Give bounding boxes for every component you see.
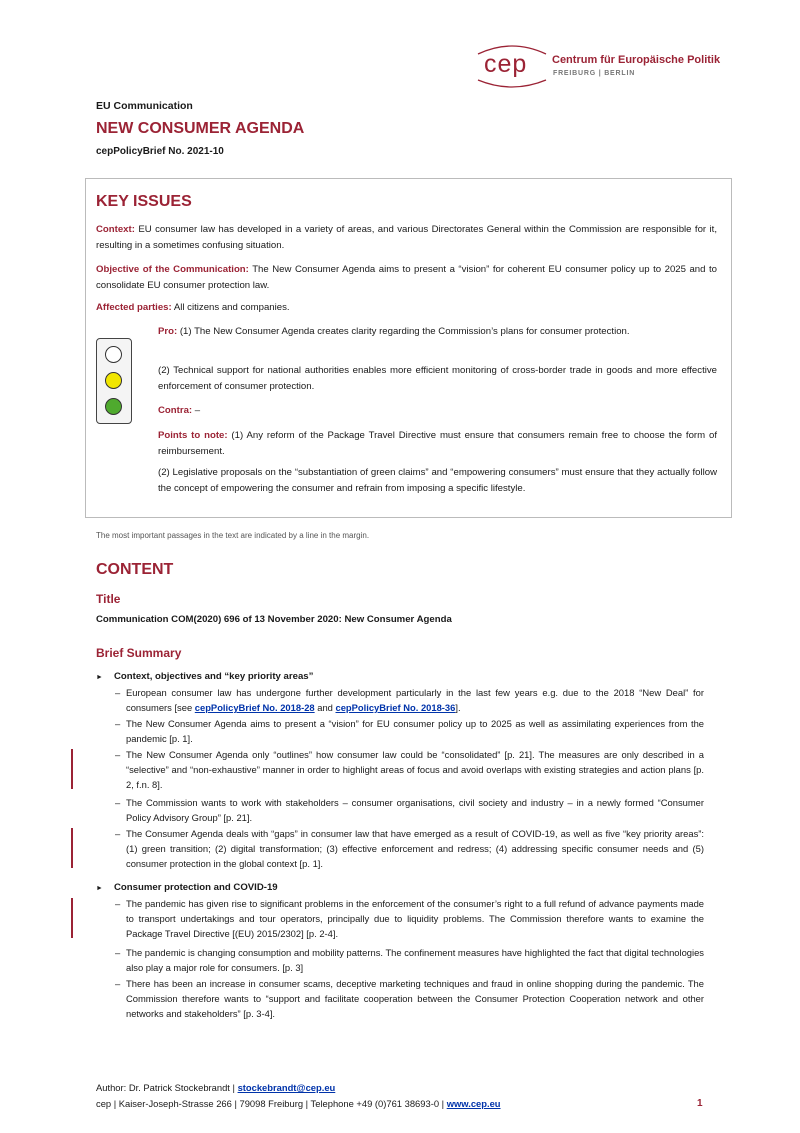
traffic-light-icon xyxy=(96,338,132,424)
margin-mark xyxy=(71,898,73,938)
contra-text: – xyxy=(192,405,201,416)
contra-paragraph xyxy=(158,403,717,419)
affected-text: All citizens and companies. xyxy=(171,302,290,313)
margin-note: The most important passages in the text are indicated by a line in the margin. xyxy=(96,531,370,540)
logo-location: FREIBURG | BERLIN xyxy=(553,70,636,77)
bullet-context-label: Context, objectives and “key priority areas” xyxy=(114,671,314,682)
list-item: – European consumer law has undergone further development particularly in the last few years e.g. due to the 2018 “New Deal” for consumers [see cepPolicyBrief No. 2018-28 and cepPolicyBrief No. 2018-36]. xyxy=(115,687,704,714)
item-text: European consumer law has undergone further development particularly in the last few years e.g. due to the 2018 “New Deal” for consumers [see xyxy=(126,687,704,714)
page-number: 1 xyxy=(697,1098,703,1109)
footer-author xyxy=(96,1082,335,1093)
item-text: The Commission wants to work with stakeholders – consumer organisations, civil society and industry – in a newly formed “Consumer Policy Advisory Group” [p. 21]. xyxy=(126,797,704,824)
affected-paragraph xyxy=(96,300,717,316)
list-item: – The Consumer Agenda deals with “gaps” in consumer law that have emerged as a result of COVID-19, as well as five “key priority areas”: (1) green transition; (2) digital transformation; (3) effective enforcement and redress; (4) addressing specific consumer needs and (5) consumer protection in the global context [p. 1]. xyxy=(115,826,704,872)
objective-text: The New Consumer Agenda aims to present a “vision” for coherent EU consumer policy up to 2025 and to consolidate EU consumer protection law. xyxy=(96,264,717,291)
bullet-covid-title xyxy=(96,882,278,893)
points-paragraph-1 xyxy=(158,428,717,459)
points-text-1: (1) Any reform of the Package Travel Directive must ensure that consumers remain free to choose the form of reimbursement. xyxy=(158,430,717,457)
list-item: – The New Consumer Agenda only “outlines” how consumer law could be “consolidated” [p. 21]. The measures are only described in a “selective” and “non-exhaustive” manner in order to highlight areas of focus and avoid overlaps with existing strategies and action plans [p. 2, f.n. 8]. xyxy=(115,747,704,793)
title-heading: Title xyxy=(96,592,121,606)
list-item: – The pandemic has given rise to significant problems in the enforcement of the consumer’s right to a full refund of advance payments made to transport undertakings and tour operators, principally due to liquidity problems. The Commission therefore wants to examine the Package Travel Directive [(EU) 2015/2302] [p. 2-4]. xyxy=(115,896,704,942)
objective-paragraph xyxy=(96,262,717,293)
context-paragraph xyxy=(96,222,717,253)
context-text: EU consumer law has developed in a variety of areas, and various Directorates General within the Commission are responsible for it, resulting in a sometimes confusing situation. xyxy=(96,224,717,251)
list-item: – The Commission wants to work with stakeholders – consumer organisations, civil society and industry – in a newly formed “Consumer Policy Advisory Group” [p. 21]. xyxy=(115,795,704,825)
item-text: The pandemic has given rise to significant problems in the enforcement of the consumer’s right to a full refund of advance payments made to transport undertakings and tour operators, principally due to liquidity problems. The Commission therefore wants to examine the Package Travel Directive [(EU) 2015/2302] [p. 2-4]. xyxy=(126,898,704,940)
summary-heading: Brief Summary xyxy=(96,646,182,660)
item-text: The New Consumer Agenda only “outlines” how consumer law could be “consolidated” [p. 21]. The measures are only described in a “selective” and “non-exhaustive” manner in order to highlight areas of focus and avoid overlaps with existing strategies and action plans [p. 2, f.n. 8]. xyxy=(126,749,704,791)
title-text: Communication COM(2020) 696 of 13 November 2020: New Consumer Agenda xyxy=(96,614,452,625)
bullet-covid-label: Consumer protection and COVID-19 xyxy=(114,882,278,893)
points-paragraph-2: (2) Legislative proposals on the “substantiation of green claims” and “empowering consumers” must ensure that they actually follow the concept of empowering the consumer and refrain from imposing a specific lifestyle. xyxy=(158,467,717,494)
bullet-context-title xyxy=(96,671,313,682)
cep-logo xyxy=(472,42,742,88)
footer-address xyxy=(96,1098,501,1109)
pro-label: Pro: xyxy=(158,326,178,337)
context-label: Context: xyxy=(96,224,135,235)
document-number: cepPolicyBrief No. 2021-10 xyxy=(96,146,224,157)
author-email-link[interactable]: stockebrandt@cep.eu xyxy=(237,1082,336,1093)
content-heading: CONTENT xyxy=(96,561,174,578)
item-text: The Consumer Agenda deals with “gaps” in consumer law that have emerged as a result of COVID-19, as well as five “key priority areas”: (1) green transition; (2) digital transformation; (3) effective enforcement and redress; (4) addressing specific consumer needs and (5) consumer protection in the global context [p. 1]. xyxy=(126,828,704,870)
item-text: There has been an increase in consumer scams, deceptive marketing techniques and fraud in online shopping during the pandemic. The Commission therefore wants to “support and facilitate cooperation between the Consumer Protection Cooperation network and other networks and stakeholders” [p. 3-4]. xyxy=(126,978,704,1020)
item-text: The New Consumer Agenda aims to present a “vision” for EU consumer policy up to 2025 as well as assimilating experiences from the pandemic [p. 1]. xyxy=(126,718,704,745)
list-item: – There has been an increase in consumer scams, deceptive marketing techniques and fraud in online shopping during the pandemic. The Commission therefore wants to “support and facilitate cooperation between the Consumer Protection Cooperation network and other networks and stakeholders” [p. 3-4]. xyxy=(115,976,704,1022)
affected-label: Affected parties: xyxy=(96,302,172,313)
footer-author-text: Author: Dr. Patrick Stockebrandt | xyxy=(96,1082,238,1093)
document-type: EU Communication xyxy=(96,100,193,112)
margin-mark xyxy=(71,749,73,789)
bullet-arrow-icon: ► xyxy=(96,674,103,681)
traffic-light-yellow-lamp xyxy=(105,372,122,389)
website-link[interactable]: www.cep.eu xyxy=(446,1098,501,1109)
policybrief-link-2018-36[interactable]: cepPolicyBrief No. 2018-36 xyxy=(335,702,456,714)
document-title: NEW CONSUMER AGENDA xyxy=(96,120,305,137)
item-text: and xyxy=(314,702,336,714)
list-item: – The pandemic is changing consumption and mobility patterns. The confinement measures have highlighted the fact that digital technologies also play a major role for consumers. [p. 3] xyxy=(115,945,704,975)
logo-word: cep xyxy=(484,50,528,78)
objective-label: Objective of the Communication: xyxy=(96,264,249,275)
margin-mark xyxy=(71,828,73,868)
traffic-light-white-lamp xyxy=(105,346,122,363)
points-label: Points to note: xyxy=(158,430,228,441)
contra-label: Contra: xyxy=(158,405,193,416)
pro-paragraph-2: (2) Technical support for national authorities enables more efficient monitoring of cross-border trade in goods and more effective enforcement of consumer protection. xyxy=(158,365,717,392)
pro-paragraph-1 xyxy=(158,324,717,340)
traffic-light-green-lamp xyxy=(105,398,122,415)
item-text: ]. xyxy=(455,702,461,714)
logo-name: Centrum für Europäische Politik xyxy=(552,54,721,66)
pro-text-1: (1) The New Consumer Agenda creates clarity regarding the Commission’s plans for consumer protection. xyxy=(177,326,630,337)
item-text: The pandemic is changing consumption and mobility patterns. The confinement measures have highlighted the fact that digital technologies also play a major role for consumers. [p. 3] xyxy=(126,947,704,974)
footer-address-text: cep | Kaiser-Joseph-Strasse 266 | 79098 Freiburg | Telephone +49 (0)761 38693-0 | xyxy=(96,1098,447,1109)
list-item: – The New Consumer Agenda aims to present a “vision” for EU consumer policy up to 2025 as well as assimilating experiences from the pandemic [p. 1]. xyxy=(115,716,704,746)
policybrief-link-2018-28[interactable]: cepPolicyBrief No. 2018-28 xyxy=(194,702,315,714)
bullet-arrow-icon: ► xyxy=(96,885,103,892)
key-issues-heading: KEY ISSUES xyxy=(96,193,192,210)
